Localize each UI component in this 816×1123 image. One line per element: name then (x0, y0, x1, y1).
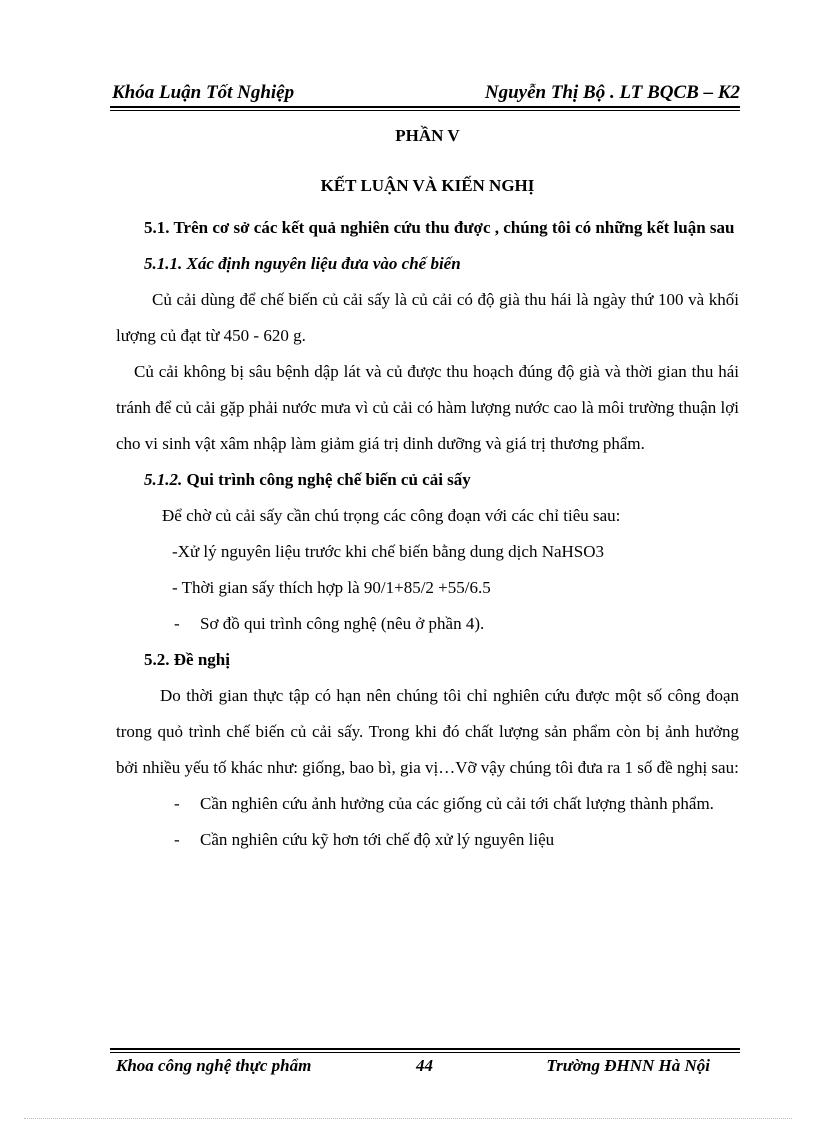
header-author: Nguyễn Thị Bộ . LT BQCB – K2 (484, 82, 740, 103)
header-left-title: Khóa Luận Tốt Nghiệp (112, 82, 295, 103)
page-footer (116, 1055, 740, 1077)
section-5-1-2-item-3 (116, 606, 739, 642)
page-edge-dotted-line (24, 1118, 792, 1119)
header-rule-thin (110, 110, 740, 111)
section-5-1-2-intro: Để chờ củ cải sấy cần chú trọng các công đoạn với các chỉ tiêu sau: (162, 506, 621, 525)
page-body (116, 118, 739, 858)
section-5-1-1-paragraph-2: Củ cải không bị sâu bệnh dập lát và củ được thu hoạch đúng độ già và thời gian thu hái tránh để củ cải gặp phải nước mưa vì củ cải có hàm lượng nước cao là môi trường thuận lợi cho vi sinh vật xâm nhập làm giảm giá trị dinh dưỡng và giá trị thương phẩm. (116, 362, 739, 453)
footer-rule-thin (110, 1052, 740, 1053)
dash-marker: - (174, 830, 180, 849)
chapter-title: KẾT LUẬN VÀ KIẾN NGHỊ (320, 176, 535, 195)
section-5-1-2-number: 5.1.2. (144, 470, 183, 489)
section-5-2-bullet-1 (116, 786, 739, 822)
footer-rule-thick (110, 1048, 740, 1050)
section-5-1-2-title: Qui trình công nghệ chế biến củ cải sấy (182, 470, 471, 489)
part-title: PHẦN V (395, 126, 460, 145)
section-5-2-bullet-1-text: Cần nghiên cứu ảnh hưởng của các giống củ cải tới chất lượng thành phẩm. (200, 794, 714, 813)
section-5-2-bullet-2 (116, 822, 739, 858)
section-5-2-bullet-2-text: Cần nghiên cứu kỹ hơn tới chế độ xử lý nguyên liệu (200, 830, 555, 849)
section-5-1-1-heading: 5.1.1. Xác định nguyên liệu đưa vào chế biến (144, 254, 461, 273)
section-5-1-2-item-1: -Xử lý nguyên liệu trước khi chế biến bằng dung dịch NaHSO3 (172, 542, 605, 561)
footer-faculty: Khoa công nghệ thực phẩm (116, 1056, 312, 1075)
section-5-2-heading: 5.2. Đề nghị (144, 650, 230, 669)
footer-university: Trường ĐHNN Hà Nội (546, 1056, 710, 1075)
section-5-2-paragraph: Do thời gian thực tập có hạn nên chúng tôi chỉ nghiên cứu được một số công đoạn trong quỏ trình chế biến củ cải sấy. Trong khi đó chất lượng sản phẩm còn bị ảnh hưởng bởi nhiều yếu tố khác như: giống, bao bì, gia vị…Vỡ vậy chúng tôi đưa ra 1 số đề nghị sau: (116, 686, 739, 777)
section-5-1-1-paragraph-1: Củ cải dùng để chế biến củ cải sấy là củ cải có độ già thu hái là ngày thứ 100 và khối lượng củ đạt từ 450 - 620 g. (116, 290, 739, 345)
section-5-1-2-heading (116, 462, 739, 498)
dash-marker: - (174, 614, 180, 633)
header-rule-thick (110, 106, 740, 108)
page-header (112, 82, 740, 104)
dash-marker: - (174, 794, 180, 813)
page-number: 44 (416, 1056, 433, 1075)
section-5-1-2-item-2: - Thời gian sấy thích hợp là 90/1+85/2 +55/6.5 (172, 578, 491, 597)
section-5-1-heading: 5.1. Trên cơ sở các kết quả nghiên cứu thu được , chúng tôi có những kết luận sau (144, 218, 735, 237)
section-5-1-2-item-3-text: Sơ đồ qui trình công nghệ (nêu ở phần 4). (200, 614, 485, 633)
